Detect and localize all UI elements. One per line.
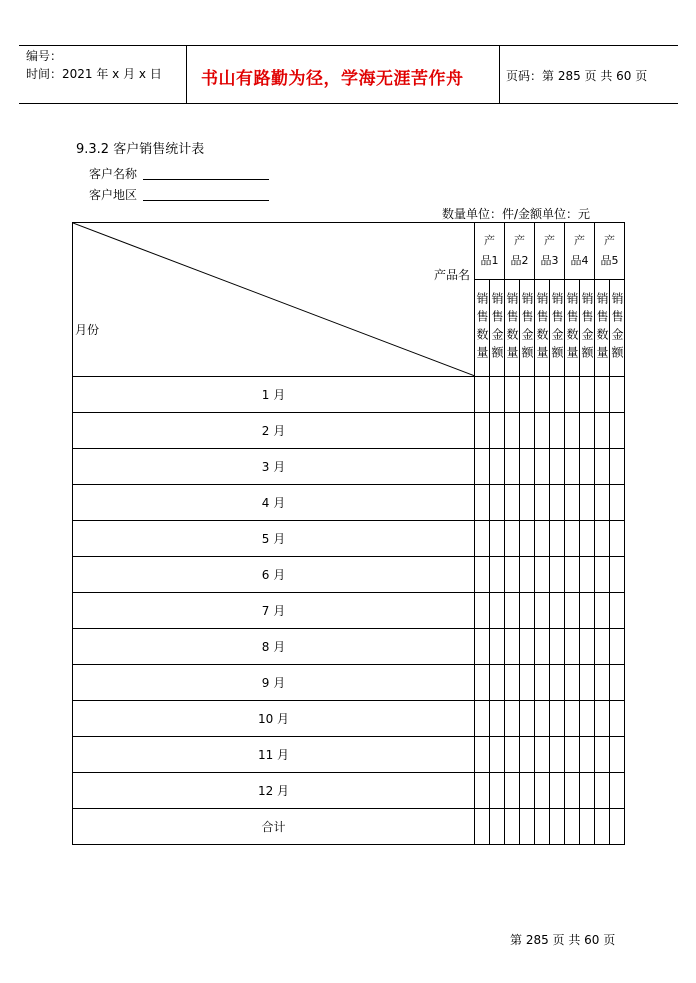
data-cell[interactable] [565,629,580,665]
data-cell[interactable] [535,449,550,485]
sub-header-amount: 销售金额 [580,280,595,377]
table-row [73,521,625,557]
data-cell[interactable] [565,665,580,701]
data-cell[interactable] [520,809,535,845]
header-divider-1 [186,45,187,104]
code-label: 编号： [26,49,63,63]
data-cell[interactable] [505,377,520,413]
header-bottom-border [19,103,678,104]
data-cell[interactable] [505,809,520,845]
data-cell[interactable] [535,413,550,449]
data-cell[interactable] [505,773,520,809]
data-cell[interactable] [595,593,610,629]
data-cell[interactable] [550,809,565,845]
month-label: 4 月 [73,485,475,521]
data-cell[interactable] [580,773,595,809]
data-cell[interactable] [505,629,520,665]
table-row [73,449,625,485]
data-cell[interactable] [535,593,550,629]
product-header-5: 产 品5 [595,223,625,280]
header-top-border [19,45,678,46]
data-cell[interactable] [595,701,610,737]
data-cell[interactable] [580,629,595,665]
data-cell[interactable] [595,449,610,485]
data-cell[interactable] [550,485,565,521]
data-cell[interactable] [550,737,565,773]
data-cell[interactable] [595,737,610,773]
data-cell[interactable] [490,377,505,413]
data-cell[interactable] [550,449,565,485]
data-cell[interactable] [490,629,505,665]
data-cell[interactable] [595,773,610,809]
product-header-4: 产 品4 [565,223,595,280]
data-cell[interactable] [580,557,595,593]
sub-header-amount: 销售金额 [520,280,535,377]
data-cell[interactable] [535,701,550,737]
data-cell[interactable] [565,557,580,593]
data-cell[interactable] [580,665,595,701]
data-cell[interactable] [565,377,580,413]
month-label: 3 月 [73,449,475,485]
month-label: 7 月 [73,593,475,629]
data-cell[interactable] [535,773,550,809]
data-cell[interactable] [505,485,520,521]
data-cell[interactable] [580,701,595,737]
data-cell[interactable] [550,701,565,737]
corner-header [73,223,475,377]
table-row [73,701,625,737]
data-cell[interactable] [505,413,520,449]
data-cell[interactable] [535,485,550,521]
product-header-3: 产 品3 [535,223,565,280]
data-cell[interactable] [565,737,580,773]
data-cell[interactable] [580,593,595,629]
data-cell[interactable] [610,377,625,413]
motto-text: 书山有路勤为径，学海无涯苦作舟 [201,69,464,89]
data-cell[interactable] [490,521,505,557]
data-cell[interactable] [490,593,505,629]
data-cell[interactable] [475,665,490,701]
data-cell[interactable] [565,809,580,845]
data-cell[interactable] [565,521,580,557]
data-cell[interactable] [505,557,520,593]
data-cell[interactable] [475,557,490,593]
data-cell[interactable] [490,413,505,449]
data-cell[interactable] [475,629,490,665]
product-header-1: 产 品1 [475,223,505,280]
data-cell[interactable] [475,485,490,521]
data-cell[interactable] [610,413,625,449]
data-cell[interactable] [475,809,490,845]
data-cell[interactable] [565,485,580,521]
sub-header-quantity: 销售数量 [535,280,550,377]
data-cell[interactable] [520,413,535,449]
table-row [73,737,625,773]
table-row [73,773,625,809]
data-cell[interactable] [490,449,505,485]
table-row [73,485,625,521]
sub-header-amount: 销售金额 [550,280,565,377]
data-cell[interactable] [490,557,505,593]
sub-header-quantity: 销售数量 [505,280,520,377]
month-label: 11 月 [73,737,475,773]
data-cell[interactable] [550,629,565,665]
data-cell[interactable] [520,629,535,665]
data-cell[interactable] [610,629,625,665]
sub-header-amount: 销售金额 [490,280,505,377]
data-cell[interactable] [505,737,520,773]
data-cell[interactable] [580,449,595,485]
time-label: 时间：2021 年 x 月 x 日 [26,67,162,81]
corner-month-label: 月份 [75,323,100,337]
customer-name-label: 客户名称 [89,167,138,181]
sub-header-quantity: 销售数量 [595,280,610,377]
data-cell[interactable] [490,737,505,773]
table-row [73,557,625,593]
data-cell[interactable] [610,773,625,809]
month-label: 6 月 [73,557,475,593]
data-cell[interactable] [535,629,550,665]
table-row [73,377,625,413]
data-cell[interactable] [505,665,520,701]
data-cell[interactable] [520,557,535,593]
data-cell[interactable] [475,413,490,449]
data-cell[interactable] [490,665,505,701]
data-cell[interactable] [610,665,625,701]
data-cell[interactable] [610,701,625,737]
data-cell[interactable] [550,665,565,701]
data-cell[interactable] [490,809,505,845]
month-label: 5 月 [73,521,475,557]
data-cell[interactable] [580,485,595,521]
data-cell[interactable] [565,593,580,629]
data-cell[interactable] [490,701,505,737]
header-page-info: 页码：第 285 页 共 60 页 [506,69,648,83]
data-cell[interactable] [520,737,535,773]
footer-page-info: 第 285 页 共 60 页 [510,933,616,947]
data-cell[interactable] [550,521,565,557]
data-cell[interactable] [595,629,610,665]
data-cell[interactable] [565,773,580,809]
customer-name-field[interactable] [143,179,269,180]
product-header-2: 产 品2 [505,223,535,280]
data-cell[interactable] [610,521,625,557]
data-cell[interactable] [595,485,610,521]
sub-header-quantity: 销售数量 [565,280,580,377]
month-label: 2 月 [73,413,475,449]
month-label: 10 月 [73,701,475,737]
data-cell[interactable] [610,557,625,593]
month-label: 合计 [73,809,475,845]
data-cell[interactable] [550,377,565,413]
unit-note: 数量单位：件/金额单位：元 [442,207,591,221]
data-cell[interactable] [520,485,535,521]
data-cell[interactable] [475,521,490,557]
table-row [73,629,625,665]
data-cell[interactable] [475,449,490,485]
data-cell[interactable] [520,593,535,629]
data-cell[interactable] [595,557,610,593]
table-row [73,665,625,701]
data-cell[interactable] [580,521,595,557]
month-label: 12 月 [73,773,475,809]
data-cell[interactable] [475,773,490,809]
data-cell[interactable] [535,521,550,557]
data-cell[interactable] [550,593,565,629]
data-cell[interactable] [550,413,565,449]
data-cell[interactable] [595,413,610,449]
data-cell[interactable] [595,665,610,701]
table-row [73,809,625,845]
customer-region-field[interactable] [143,200,269,201]
data-cell[interactable] [565,413,580,449]
data-cell[interactable] [595,377,610,413]
data-cell[interactable] [505,521,520,557]
data-cell[interactable] [610,593,625,629]
data-cell[interactable] [490,485,505,521]
data-cell[interactable] [490,773,505,809]
data-cell[interactable] [520,665,535,701]
data-cell[interactable] [475,737,490,773]
data-cell[interactable] [505,593,520,629]
data-cell[interactable] [505,701,520,737]
data-cell[interactable] [580,377,595,413]
sub-header-amount: 销售金额 [610,280,625,377]
data-cell[interactable] [535,737,550,773]
data-cell[interactable] [535,665,550,701]
data-cell[interactable] [580,413,595,449]
data-cell[interactable] [535,557,550,593]
data-cell[interactable] [580,809,595,845]
data-cell[interactable] [595,521,610,557]
data-cell[interactable] [610,809,625,845]
table-row [73,593,625,629]
header-divider-2 [499,45,500,104]
sub-header-quantity: 销售数量 [475,280,490,377]
data-cell[interactable] [520,377,535,413]
data-cell[interactable] [475,593,490,629]
data-cell[interactable] [520,701,535,737]
month-label: 9 月 [73,665,475,701]
sales-table [72,222,625,845]
data-cell[interactable] [550,773,565,809]
data-cell[interactable] [520,773,535,809]
data-cell[interactable] [505,449,520,485]
section-title: 9.3.2 客户销售统计表 [76,142,205,157]
table-row [73,413,625,449]
data-cell[interactable] [610,737,625,773]
month-label: 1 月 [73,377,475,413]
data-cell[interactable] [535,809,550,845]
customer-region-label: 客户地区 [89,188,138,202]
data-cell[interactable] [520,449,535,485]
corner-product-label: 产品名 [433,268,470,282]
data-cell[interactable] [550,557,565,593]
data-cell[interactable] [595,809,610,845]
data-cell[interactable] [520,521,535,557]
data-cell[interactable] [475,377,490,413]
data-cell[interactable] [580,737,595,773]
data-cell[interactable] [610,449,625,485]
data-cell[interactable] [535,377,550,413]
corner-diagonal [73,223,475,376]
data-cell[interactable] [565,449,580,485]
data-cell[interactable] [475,701,490,737]
data-cell[interactable] [565,701,580,737]
month-label: 8 月 [73,629,475,665]
data-cell[interactable] [610,485,625,521]
